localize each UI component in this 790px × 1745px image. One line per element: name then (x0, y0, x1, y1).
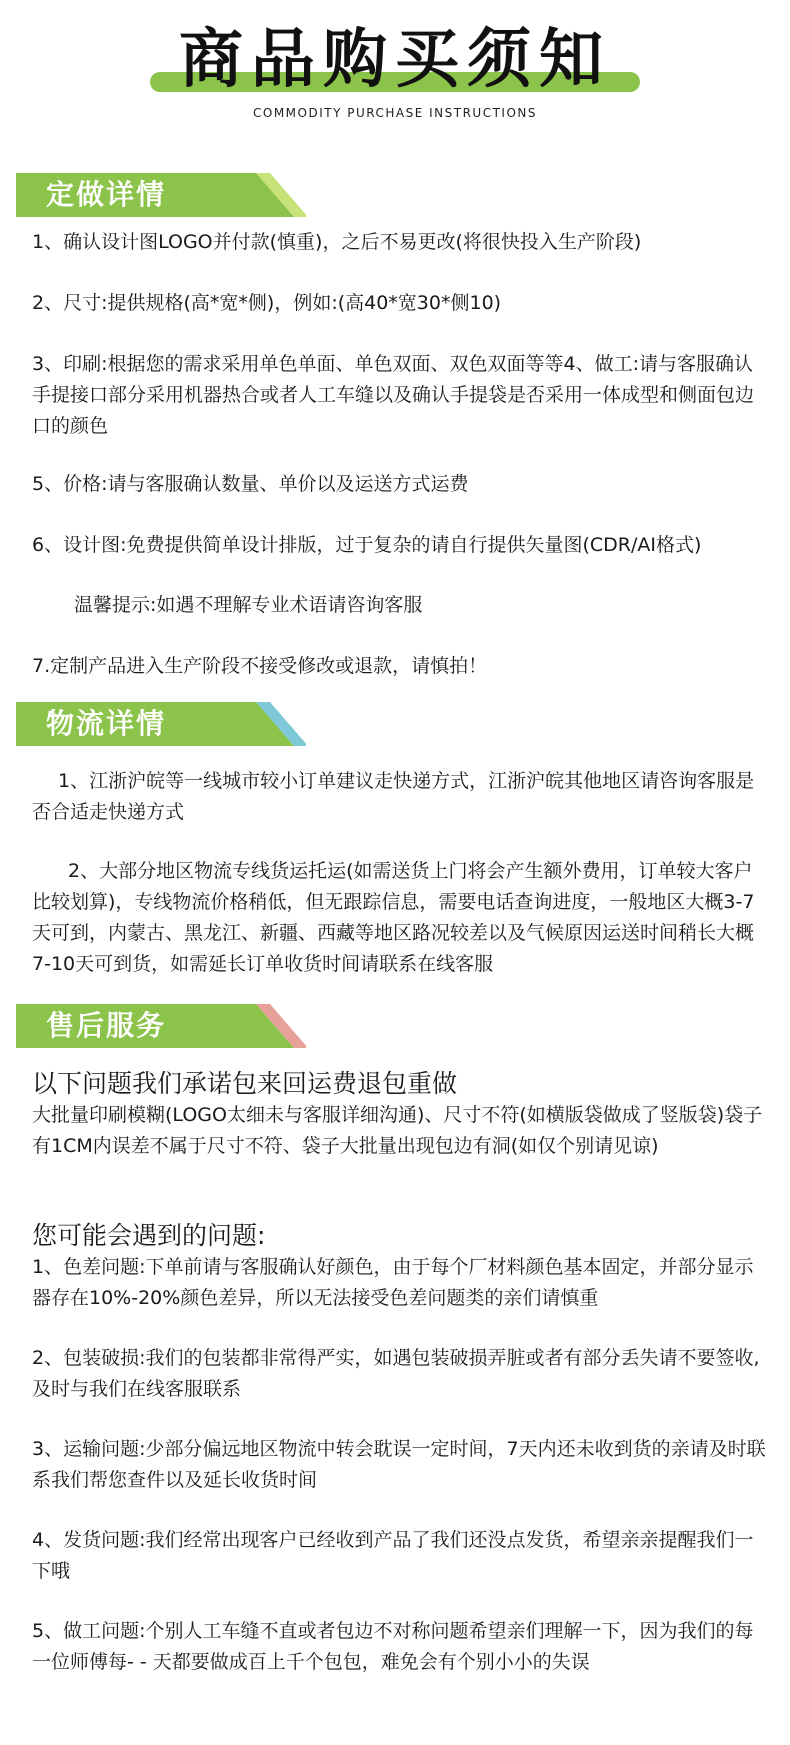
custom-tip: 温馨提示:如遇不理解专业术语请咨询客服 (74, 594, 423, 616)
section-banner-aftersale (16, 1004, 306, 1048)
custom-item-3: 3、印刷:根据您的需求采用单色单面、单色双面、双色双面等等4、做工:请与客服确认手提接口部分采用机器热合或者人工车缝以及确认手提袋是否采用一体成型和侧面包边口的颜色 (32, 353, 755, 437)
issue-item-4: 4、发货问题:我们经常出现客户已经收到产品了我们还没点发货，希望亲亲提醒我们一下哦 (32, 1529, 754, 1582)
page-header (0, 0, 790, 140)
custom-item-1: 1、确认设计图LOGO并付款(慎重)，之后不易更改(将很快投入生产阶段) (32, 231, 642, 253)
page-subtitle: COMMODITY PURCHASE INSTRUCTIONS (253, 106, 537, 120)
section-heading: 物流详情 (46, 707, 167, 740)
custom-item-7: 7.定制产品进入生产阶段不接受修改或退款，请慎拍！ (32, 655, 488, 677)
page-title: 商品购买须知 (179, 23, 611, 97)
section-banner-custom (16, 173, 306, 217)
logistics-item-1: 1、江浙沪皖等一线城市较小订单建议走快递方式，江浙沪皖其他地区请咨询客服是否合适走快递方式 (32, 770, 755, 823)
custom-item-6: 6、设计图:免费提供简单设计排版，过于复杂的请自行提供矢量图(CDR/AI格式) (32, 534, 702, 556)
section-heading: 定做详情 (46, 178, 167, 211)
promise-title: 以下问题我们承诺包来回运费退包重做 (32, 1069, 458, 1098)
issue-item-1: 1、色差问题:下单前请与客服确认好颜色，由于每个厂材料颜色基本固定，并部分显示器存在10%-20%颜色差异，所以无法接受色差问题类的亲们请慎重 (32, 1256, 754, 1309)
custom-item-2: 2、尺寸:提供规格(高*宽*侧)，例如:(高40*宽30*侧10) (32, 292, 502, 314)
issue-item-5: 5、做工问题:个别人工车缝不直或者包边不对称问题希望亲们理解一下，因为我们的每一位师傅每- - 天都要做成百上千个包包，难免会有个别小小的失误 (32, 1620, 754, 1673)
issue-item-2: 2、包装破损:我们的包装都非常得严实，如遇包装破损弄脏或者有部分丢失请不要签收,及时与我们在线客服联系 (32, 1347, 760, 1400)
issues-title: 您可能会遇到的问题: (32, 1221, 266, 1250)
section-heading: 售后服务 (46, 1009, 167, 1042)
promise-text: 大批量印刷模糊(LOGO太细未与客服详细沟通)、尺寸不符(如横版袋做成了竖版袋)袋子有1CM内误差不属于尺寸不符、袋子大批量出现包边有洞(如仅个别请见谅) (32, 1104, 763, 1157)
issue-item-3: 3、运输问题:少部分偏远地区物流中转会耽误一定时间，7天内还未收到货的亲请及时联系我们帮您查件以及延长收货时间 (32, 1438, 766, 1491)
logistics-item-2: 2、大部分地区物流专线货运托运(如需送货上门将会产生额外费用，订单较大客户比较划算)，专线物流价格稍低，但无跟踪信息，需要电话查询进度，一般地区大概3-7天可到，内蒙古、黑龙江、新疆、西藏等地区路况较差以及气候原因运送时间稍长大概7-10天可到货，如需延长订单收货时间请联系在线客服 (32, 860, 755, 975)
section-banner-logistics (16, 702, 306, 746)
custom-item-5: 5、价格:请与客服确认数量、单价以及运送方式运费 (32, 473, 469, 495)
